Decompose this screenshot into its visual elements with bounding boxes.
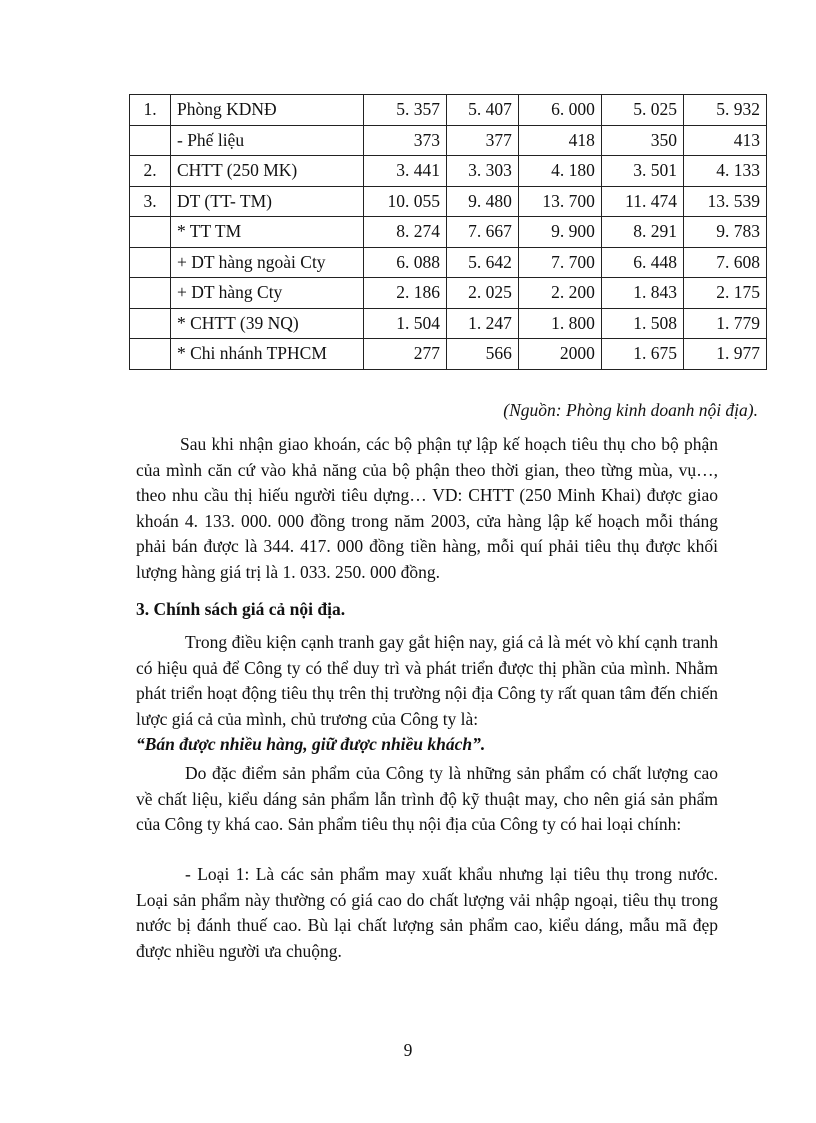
value-cell: 13. 539 bbox=[683, 186, 766, 217]
value-cell: 9. 480 bbox=[446, 186, 518, 217]
table-row bbox=[130, 339, 767, 370]
value-cell: 6. 448 bbox=[601, 247, 683, 278]
value-cell: 7. 667 bbox=[446, 217, 518, 248]
value-cell: 9. 900 bbox=[518, 217, 601, 248]
table-row bbox=[130, 308, 767, 339]
value-cell: 5. 357 bbox=[364, 95, 447, 126]
table-row bbox=[130, 247, 767, 278]
value-cell: 10. 055 bbox=[364, 186, 447, 217]
table-row bbox=[130, 186, 767, 217]
row-index-cell: 3. bbox=[130, 186, 171, 217]
table-row bbox=[130, 217, 767, 248]
value-cell: 1. 977 bbox=[683, 339, 766, 370]
value-cell: 2. 186 bbox=[364, 278, 447, 309]
value-cell: 373 bbox=[364, 125, 447, 156]
row-index-cell: 2. bbox=[130, 156, 171, 187]
value-cell: 1. 508 bbox=[601, 308, 683, 339]
row-index-cell bbox=[130, 247, 171, 278]
value-cell: 1. 675 bbox=[601, 339, 683, 370]
value-cell: 3. 441 bbox=[364, 156, 447, 187]
value-cell: 4. 133 bbox=[683, 156, 766, 187]
value-cell: 4. 180 bbox=[518, 156, 601, 187]
value-cell: 5. 932 bbox=[683, 95, 766, 126]
row-label-cell: Phòng KDNĐ bbox=[171, 95, 364, 126]
table-row bbox=[130, 125, 767, 156]
table-row bbox=[130, 156, 767, 187]
row-label-cell: * TT TM bbox=[171, 217, 364, 248]
value-cell: 2. 175 bbox=[683, 278, 766, 309]
value-cell: 1. 843 bbox=[601, 278, 683, 309]
sales-table bbox=[129, 94, 767, 370]
value-cell: 566 bbox=[446, 339, 518, 370]
row-label-cell: + DT hàng Cty bbox=[171, 278, 364, 309]
value-cell: 8. 291 bbox=[601, 217, 683, 248]
value-cell: 6. 088 bbox=[364, 247, 447, 278]
value-cell: 1. 247 bbox=[446, 308, 518, 339]
value-cell: 8. 274 bbox=[364, 217, 447, 248]
value-cell: 5. 407 bbox=[446, 95, 518, 126]
value-cell: 2000 bbox=[518, 339, 601, 370]
value-cell: 418 bbox=[518, 125, 601, 156]
value-cell: 13. 700 bbox=[518, 186, 601, 217]
value-cell: 9. 783 bbox=[683, 217, 766, 248]
value-cell: 7. 608 bbox=[683, 247, 766, 278]
value-cell: 5. 025 bbox=[601, 95, 683, 126]
row-index-cell bbox=[130, 339, 171, 370]
row-index-cell bbox=[130, 125, 171, 156]
row-label-cell: * Chi nhánh TPHCM bbox=[171, 339, 364, 370]
row-index-cell bbox=[130, 217, 171, 248]
page-number: 9 bbox=[403, 1040, 413, 1060]
table-row bbox=[130, 278, 767, 309]
table-row bbox=[130, 95, 767, 126]
value-cell: 5. 642 bbox=[446, 247, 518, 278]
row-index-cell bbox=[130, 278, 171, 309]
value-cell: 2. 200 bbox=[518, 278, 601, 309]
row-label-cell: DT (TT- TM) bbox=[171, 186, 364, 217]
row-index-cell: 1. bbox=[130, 95, 171, 126]
slogan-quote: “Bán được nhiều hàng, giữ được nhiều khách”. bbox=[136, 734, 486, 754]
value-cell: 7. 700 bbox=[518, 247, 601, 278]
table-body bbox=[130, 95, 767, 370]
paragraph-plan: Sau khi nhận giao khoán, các bộ phận tự lập kế hoạch tiêu thụ cho bộ phận của mình căn cứ vào khả năng của bộ phận theo thời gian, theo từng mùa, vụ…, theo nhu cầu thị hiếu người tiêu dựng… VD: CHTT (250 Minh Khai) được giao khoán 4. 133. 000. 000 đồng trong năm 2003, cửa hàng lập kế hoạch mỗi tháng phải bán được là 344. 417. 000 đồng tiền hàng, mỗi quí phải tiêu thụ được khối lượng hàng giá trị là 1. 033. 250. 000 đồng. bbox=[136, 434, 718, 582]
row-label-cell: * CHTT (39 NQ) bbox=[171, 308, 364, 339]
section-heading: 3. Chính sách giá cả nội địa. bbox=[136, 599, 346, 619]
value-cell: 11. 474 bbox=[601, 186, 683, 217]
row-label-cell: + DT hàng ngoài Cty bbox=[171, 247, 364, 278]
value-cell: 6. 000 bbox=[518, 95, 601, 126]
value-cell: 350 bbox=[601, 125, 683, 156]
paragraph-pricing bbox=[136, 630, 718, 758]
value-cell: 1. 800 bbox=[518, 308, 601, 339]
value-cell: 3. 303 bbox=[446, 156, 518, 187]
value-cell: 1. 779 bbox=[683, 308, 766, 339]
value-cell: 3. 501 bbox=[601, 156, 683, 187]
row-label-cell: CHTT (250 MK) bbox=[171, 156, 364, 187]
value-cell: 377 bbox=[446, 125, 518, 156]
value-cell: 2. 025 bbox=[446, 278, 518, 309]
paragraph-pricing-text: Trong điều kiện cạnh tranh gay gắt hiện nay, giá cả là mét vò khí cạnh tranh có hiệu quả để Công ty có thể duy trì và phát triển được thị phần của mình. Nhằm phát triển hoạt động tiêu thụ trên thị trường nội địa Công ty rất quan tâm đến chiến lược giá cả của mình, chủ trương của Công ty là: bbox=[136, 632, 718, 729]
row-label-cell: - Phế liệu bbox=[171, 125, 364, 156]
paragraph-products: Do đặc điểm sản phẩm của Công ty là những sản phẩm có chất lượng cao về chất liệu, kiểu dáng sản phẩm lẫn trình độ kỹ thuật may, cho nên giá sản phẩm của Công ty khá cao. Sản phẩm tiêu thụ nội địa của Công ty có hai loại chính: bbox=[136, 763, 718, 834]
value-cell: 277 bbox=[364, 339, 447, 370]
paragraph-type-1: - Loại 1: Là các sản phẩm may xuất khẩu nhưng lại tiêu thụ trong nước. Loại sản phẩm này thường có giá cao do chất lượng vải nhập ngoại, tiêu thụ trong nước bị đánh thuế cao. Bù lại chất lượng sản phẩm cao, kiểu dáng, mẫu mã đẹp được nhiều người ưa chuộng. bbox=[136, 864, 718, 961]
value-cell: 1. 504 bbox=[364, 308, 447, 339]
row-index-cell bbox=[130, 308, 171, 339]
source-note: (Nguồn: Phòng kinh doanh nội địa). bbox=[503, 400, 758, 420]
value-cell: 413 bbox=[683, 125, 766, 156]
